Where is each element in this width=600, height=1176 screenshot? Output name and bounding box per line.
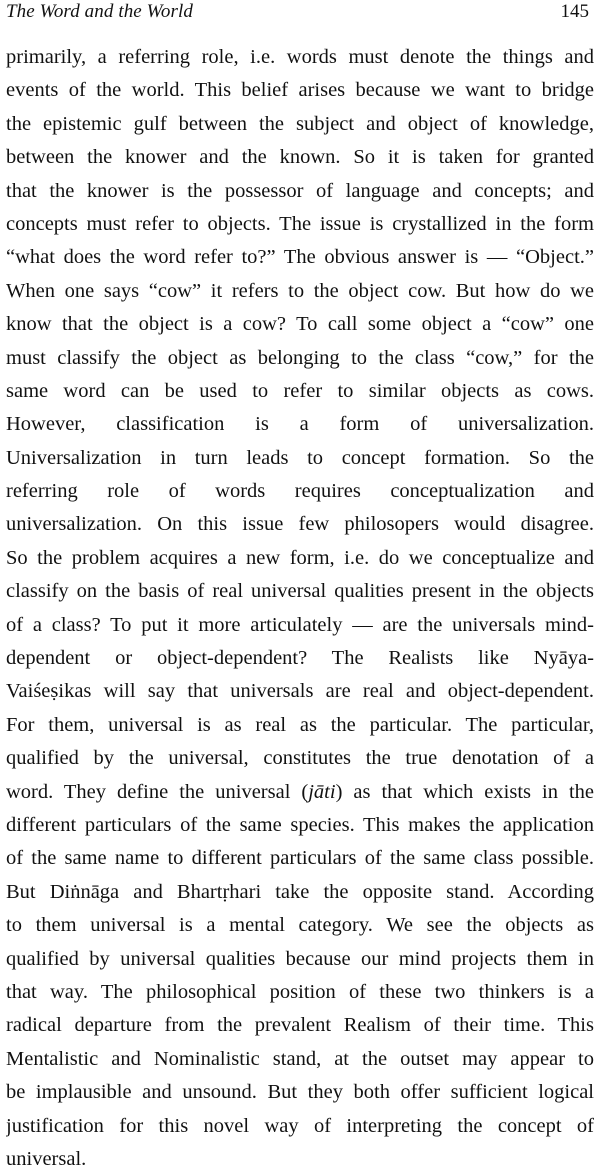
text-line: that the knower is the possessor of language and concepts; and xyxy=(6,179,594,202)
running-header xyxy=(6,0,594,28)
text-line: justification for this novel way of interpreting the concept of xyxy=(6,1114,594,1137)
running-title: The Word and the World xyxy=(6,1,193,22)
page-number: 145 xyxy=(560,1,589,22)
text-line: the epistemic gulf between the subject and object of knowledge, xyxy=(6,112,594,135)
text-line: same word can be used to refer to similar objects as cows. xyxy=(6,379,594,402)
text-line: universal. xyxy=(6,1147,87,1170)
text-line: different particulars of the same species. This makes the application xyxy=(6,813,594,836)
italic-term: jāti xyxy=(308,780,336,803)
text-line: between the knower and the known. So it is taken for granted xyxy=(6,146,594,169)
text-line: When one says “cow” it refers to the object cow. But how do we xyxy=(6,279,594,302)
text-line: radical departure from the prevalent Realism of their time. This xyxy=(6,1014,594,1037)
text-line: qualified by the universal, constitutes the true denotation of a xyxy=(6,747,594,770)
text-line: Universalization in turn leads to concept formation. So the xyxy=(6,446,594,469)
text-line: universalization. On this issue few philosopers would disagree. xyxy=(6,513,594,536)
text-line: classify on the basis of real universal qualities present in the objects xyxy=(6,580,594,603)
text-line: Mentalistic and Nominalistic stand, at the outset may appear to xyxy=(6,1047,594,1070)
text-line: of a class? To put it more articulately — are the universals mind- xyxy=(6,613,594,636)
text-line: But Diṅnāga and Bhartṛhari take the opposite stand. According xyxy=(6,880,594,903)
text-line-with-italic xyxy=(6,776,594,809)
text-line: However, classification is a form of universalization. xyxy=(6,413,594,436)
text-line: know that the object is a cow? To call some object a “cow” one xyxy=(6,313,594,336)
text-line: that way. The philosophical position of these two thinkers is a xyxy=(6,980,594,1003)
text-line: For them, universal is as real as the particular. The particular, xyxy=(6,713,594,736)
text-span: word. They define the universal ( xyxy=(6,780,309,803)
text-line: be implausible and unsound. But they both offer sufficient logical xyxy=(6,1081,594,1104)
text-line: of the same name to different particulars of the same class possible. xyxy=(6,847,594,870)
text-line: must classify the object as belonging to the class “cow,” for the xyxy=(6,346,594,369)
text-line: primarily, a referring role, i.e. words must denote the things and xyxy=(6,46,594,68)
text-line: qualified by universal qualities because our mind projects them in xyxy=(6,947,594,970)
text-line: “what does the word refer to?” The obvious answer is — “Object.” xyxy=(6,246,594,269)
text-line: events of the world. This belief arises because we want to bridge xyxy=(6,79,594,102)
book-page xyxy=(6,0,594,1170)
text-line: So the problem acquires a new form, i.e. do we conceptualize and xyxy=(6,546,594,569)
text-line: dependent or object-dependent? The Realists like Nyāya- xyxy=(6,647,594,670)
text-line: Vaiśeṣikas will say that universals are real and object-dependent. xyxy=(6,680,594,703)
text-line: concepts must refer to objects. The issue is crystallized in the form xyxy=(6,212,594,235)
text-line: to them universal is a mental category. We see the objects as xyxy=(6,914,594,937)
text-span: ) as that which exists in the xyxy=(335,780,594,803)
text-line: referring role of words requires conceptualization and xyxy=(6,480,594,503)
body-paragraph xyxy=(6,41,594,1176)
